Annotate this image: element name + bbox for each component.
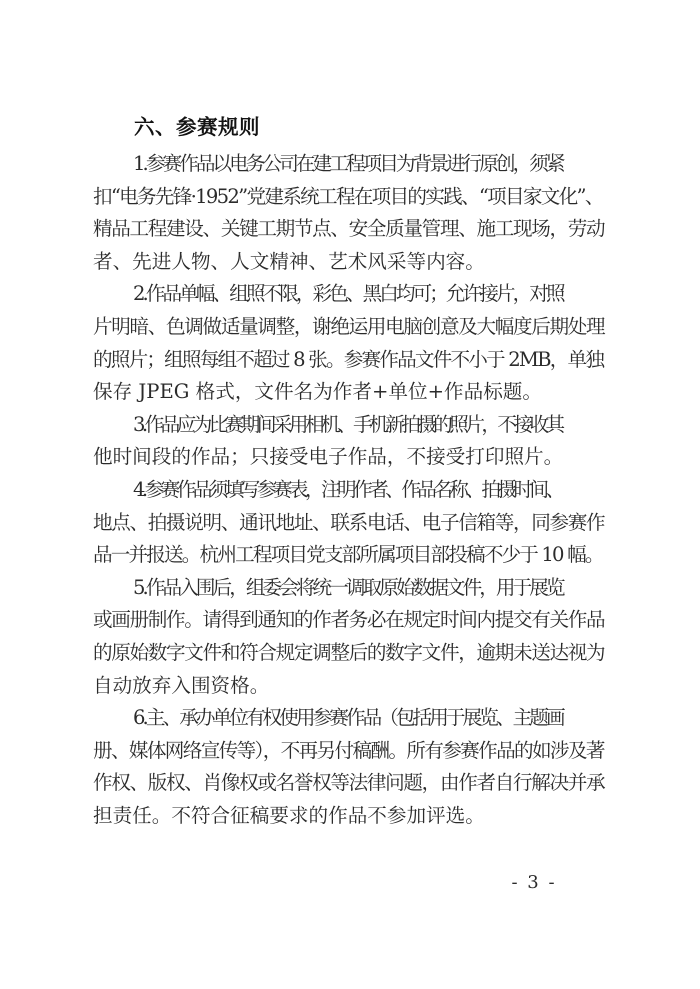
page-number-value: - 3 - xyxy=(511,872,557,893)
paragraph-line: 自动放弃入围资格。 xyxy=(93,673,270,697)
paragraph-line: 精品工程建设、关键工期节点、安全质量管理、施工现场，劳动 xyxy=(93,217,605,241)
document-body xyxy=(93,112,608,832)
paragraph-line: 保存 JPEG 格式，文件名为作者+单位+作品标题。 xyxy=(93,380,542,404)
paragraph-line: 3.作品应为比赛期间采用相机、手机新拍摄的照片，不接收其 xyxy=(133,412,562,436)
rule-paragraph-1 xyxy=(93,148,608,278)
paragraph-line: 扣“电务先锋·1952”党建系统工程在项目的实践、“项目家文化”、 xyxy=(93,184,603,208)
paragraph-line: 片明暗、色调做适量调整，谢绝运用电脑创意及大幅度后期处理 xyxy=(93,314,605,338)
paragraph-line: 的照片；组照每组不超过 8 张。参赛作品文件不小于 2MB，单独 xyxy=(93,347,604,371)
paragraph-line: 6.主、承办单位有权使用参赛作品（包括用于展览、主题画 xyxy=(133,706,563,730)
paragraph-line: 他时间段的作品；只接受电子作品，不接受打印照片。 xyxy=(93,445,564,469)
paragraph-line: 5.作品入围后，组委会将统一调取原始数据文件，用于展览 xyxy=(133,575,563,599)
rule-paragraph-2 xyxy=(93,278,608,408)
paragraph-line: 4.参赛作品须填写参赛表，注明作者、作品名称、拍摄时间、 xyxy=(133,477,562,501)
section-heading: 六、参赛规则 xyxy=(134,115,260,139)
paragraph-line: 册、媒体网络宣传等），不再另付稿酬。所有参赛作品的如涉及著 xyxy=(93,738,604,762)
paragraph-line: 担责任。不符合征稿要求的作品不参加评选。 xyxy=(93,803,485,827)
rule-paragraph-6 xyxy=(93,702,608,832)
paragraph-line: 作权、版权、肖像权或名誉权等法律问题，由作者自行解决并承 xyxy=(93,771,605,795)
page-number xyxy=(0,872,700,893)
paragraph-line: 地点、拍摄说明、通讯地址、联系电话、电子信箱等，同参赛作 xyxy=(93,510,605,534)
paragraph-line: 1.参赛作品以电务公司在建工程项目为背景进行原创，须紧 xyxy=(133,152,563,175)
rule-paragraph-5 xyxy=(93,572,608,702)
paragraph-line: 或画册制作。请得到通知的作者务必在规定时间内提交有关作品 xyxy=(93,608,605,632)
paragraph-line: 者、先进人物、人文精神、艺术风采等内容。 xyxy=(93,249,485,273)
rule-paragraph-3 xyxy=(93,409,608,474)
paragraph-line: 2.作品单幅、组照不限，彩色、黑白均可；允许接片，对照 xyxy=(133,282,563,306)
rule-paragraph-4 xyxy=(93,474,608,572)
paragraph-line: 品一并报送。杭州工程项目党支部所属项目部投稿不少于 10 幅。 xyxy=(93,543,603,567)
paragraph-line: 的原始数字文件和符合规定调整后的数字文件，逾期未送达视为 xyxy=(93,640,605,664)
